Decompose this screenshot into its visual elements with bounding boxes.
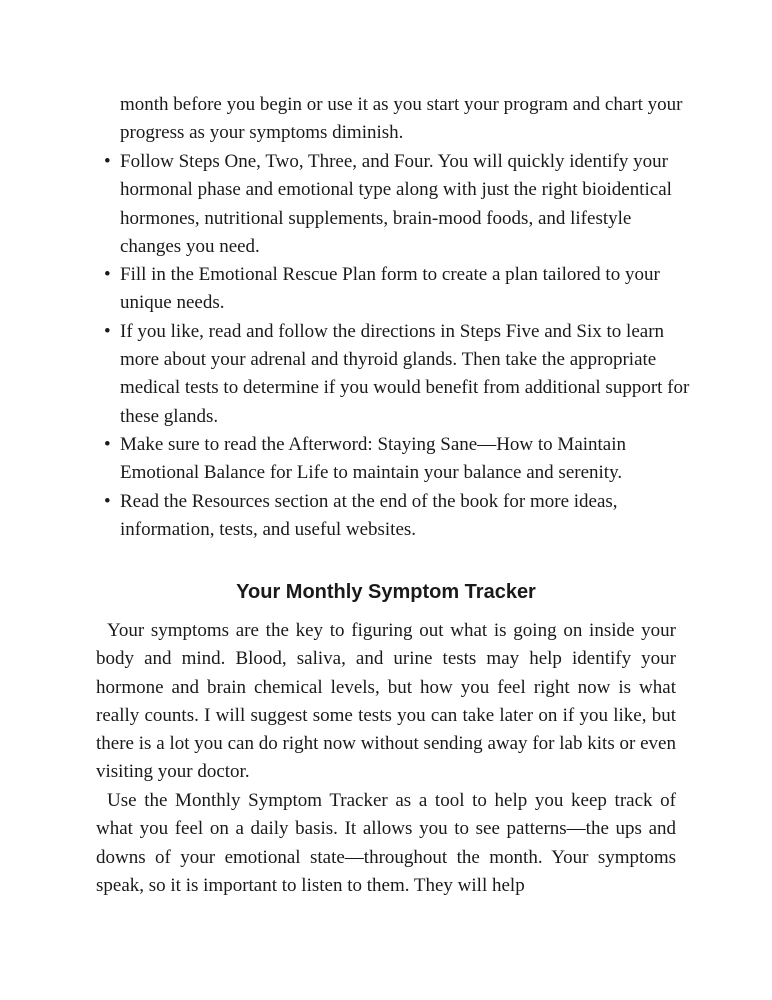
- bullet-item: [104, 318, 694, 431]
- body-paragraph: Your symptoms are the key to figuring out what is going on inside your body and mind. Blood, saliva, and urine tests may help identify your hormone and brain chemical levels, but how you feel right now is what really counts. I will suggest some tests you can take later on if you like, but there is a lot you can do right now without sending away for lab kits or even visiting your doctor.: [96, 620, 676, 783]
- bullet-text: Make sure to read the Afterword: Staying Sane—How to Maintain Emotional Balance for Life to maintain your balance and serenity.: [120, 433, 627, 484]
- continuation-text: month before you begin or use it as you start your program and chart your progress as your symptoms diminish.: [120, 94, 683, 144]
- body-paragraph: Use the Monthly Symptom Tracker as a tool to help you keep track of what you feel on a daily basis. It allows you to see patterns—the ups and downs of your emotional state—throughout the month. Your symptoms speak, so it is important to listen to them. They will help: [96, 790, 676, 896]
- bullet-item: [104, 261, 694, 318]
- bullet-item: [104, 148, 694, 261]
- bullet-dot: •: [104, 151, 111, 172]
- bullet-text: If you like, read and follow the directions in Steps Five and Six to learn more about your adrenal and thyroid glands. Then take the appropriate medical tests to determine if you would benefit from additional support for these glands.: [120, 320, 690, 427]
- bullet-text: Follow Steps One, Two, Three, and Four. You will quickly identify your hormonal phase and emotional type along with just the right bioidentical hormones, nutritional supplements, brain-mood foods, and lifestyle changes you need.: [120, 151, 672, 257]
- bullet-item: [104, 431, 694, 488]
- bullet-dot: •: [104, 490, 111, 512]
- bullet-text: Read the Resources section at the end of the book for more ideas, information, tests, and useful websites.: [120, 490, 618, 540]
- bullet-text: Fill in the Emotional Rescue Plan form to create a plan tailored to your unique needs.: [120, 264, 660, 314]
- bullet-dot: •: [104, 433, 111, 455]
- bullet-dot: •: [104, 320, 111, 342]
- bullet-item: [104, 488, 694, 545]
- bullet-dot: •: [104, 264, 111, 286]
- steps-bullet-list: [104, 148, 694, 544]
- section-heading: Your Monthly Symptom Tracker: [236, 581, 536, 603]
